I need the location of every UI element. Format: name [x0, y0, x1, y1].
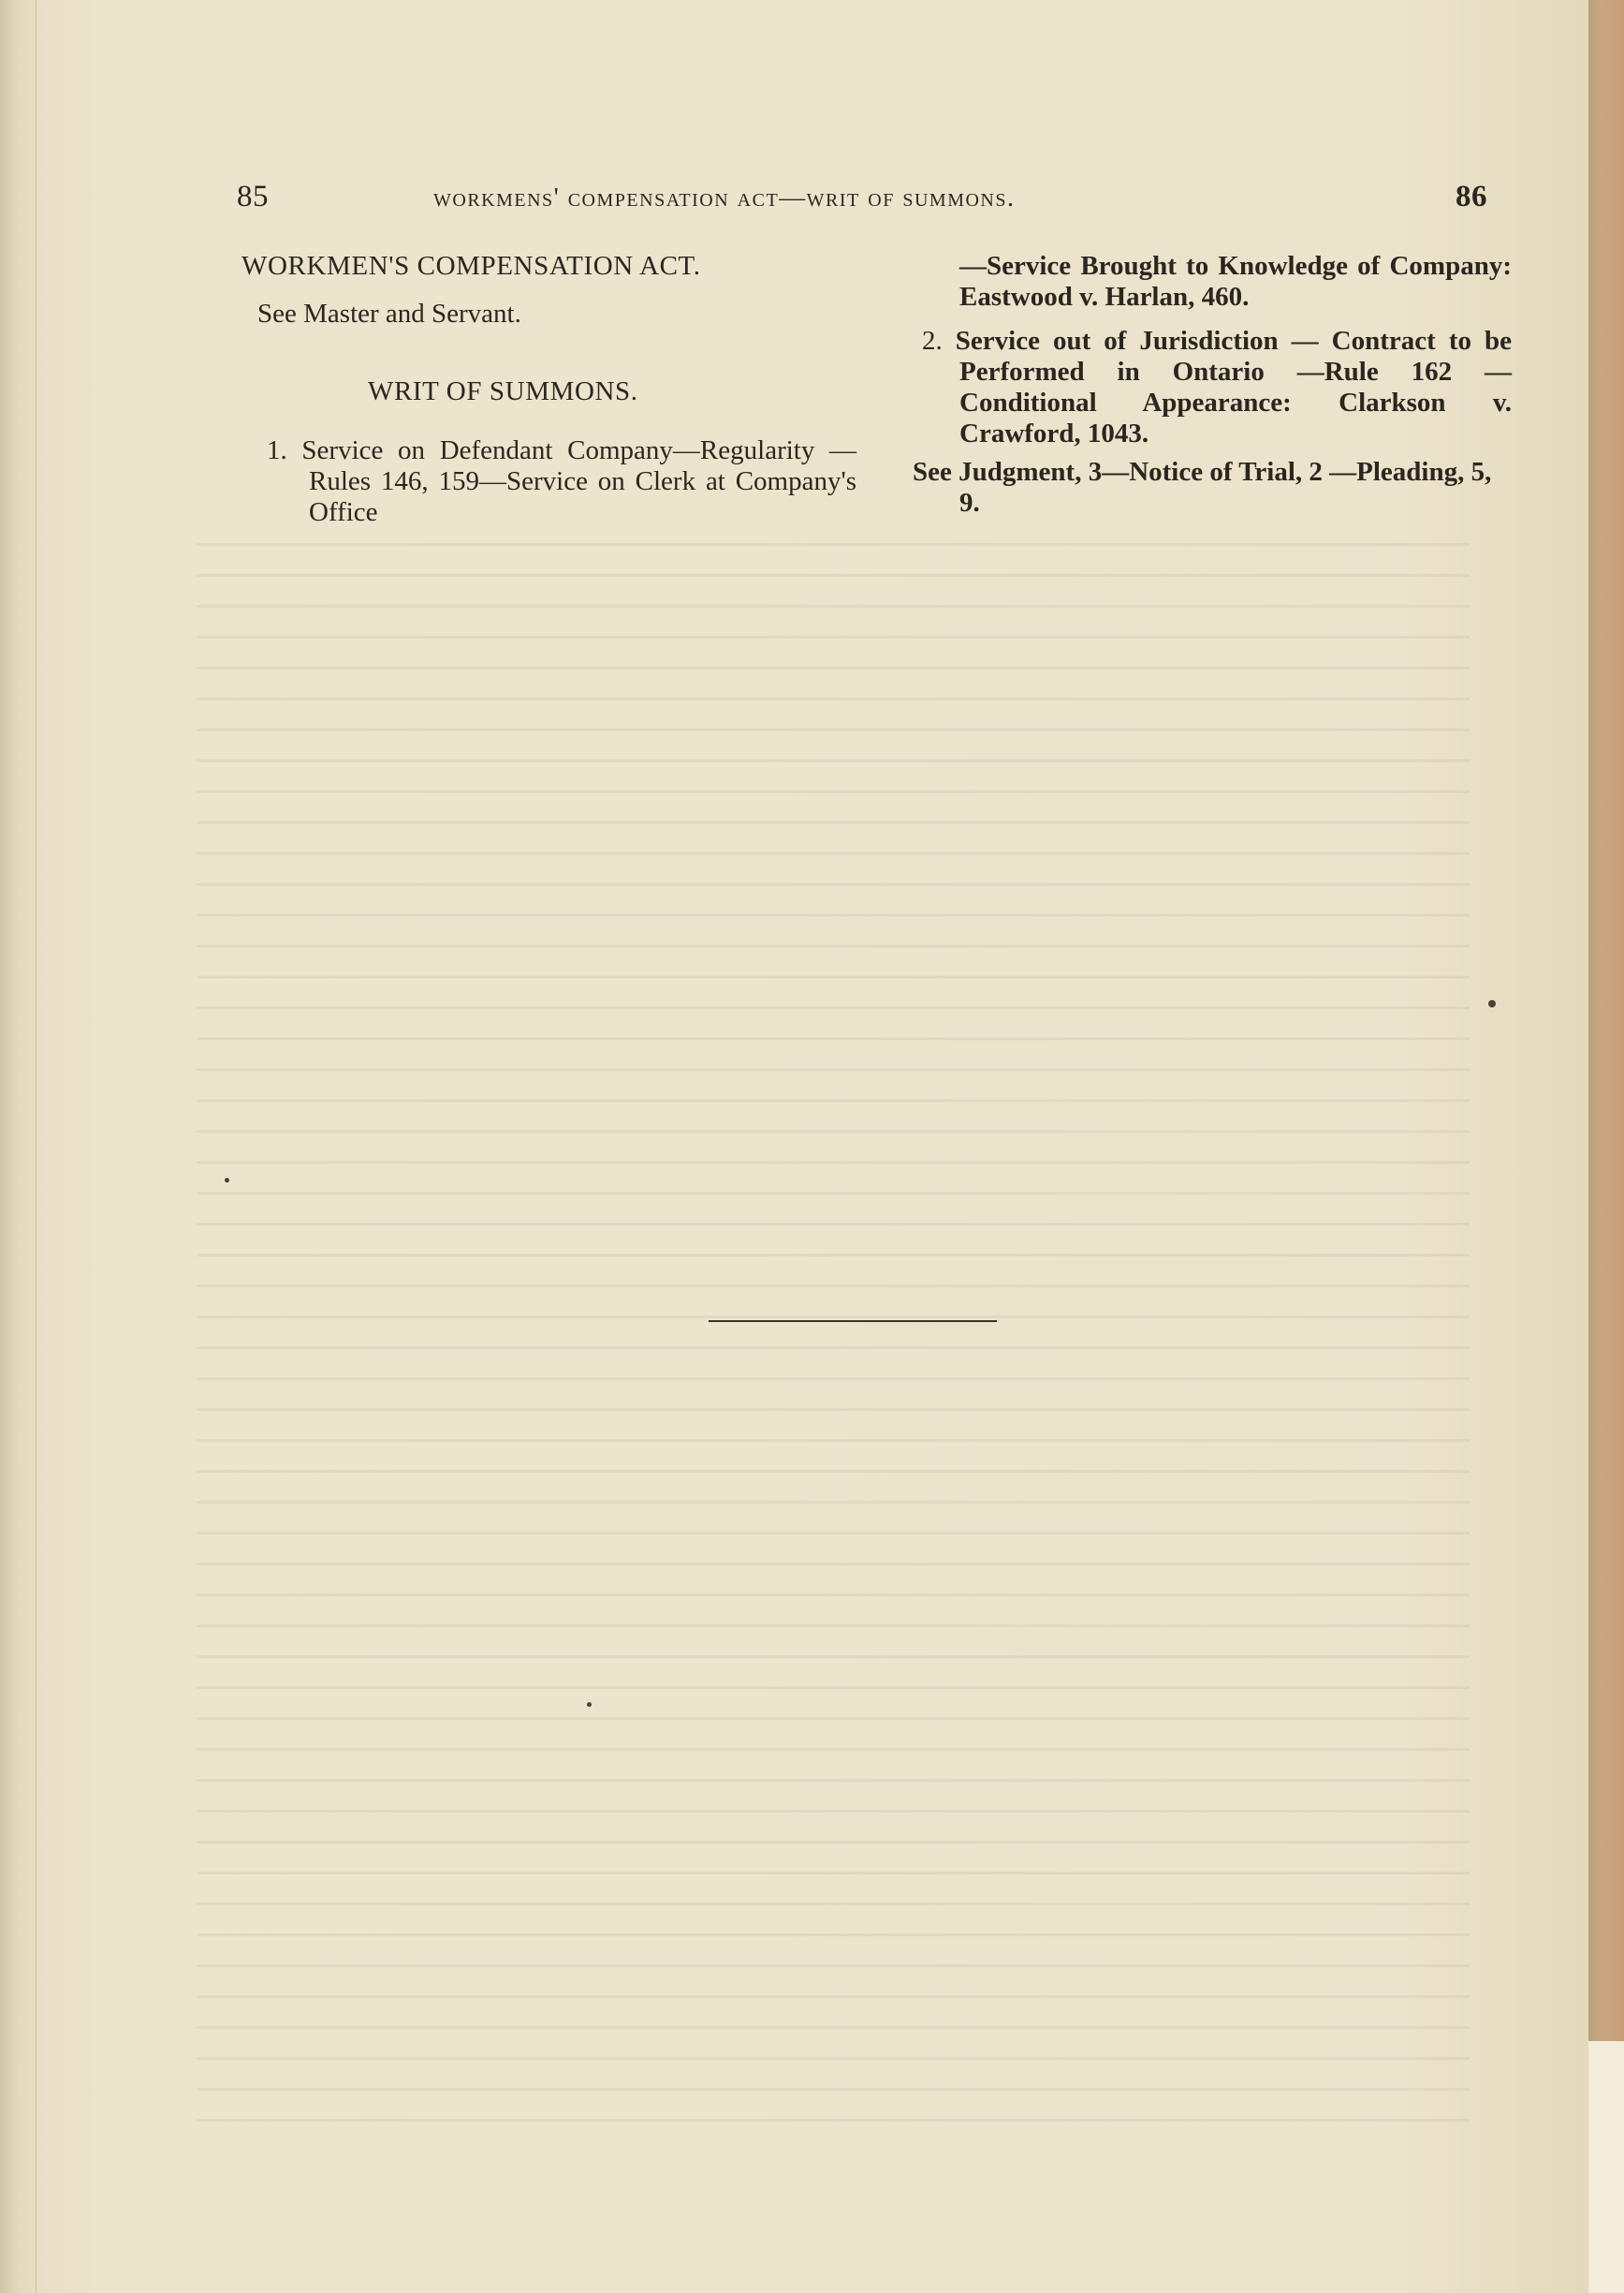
entry-1-text: Service on Defendant Company—Regularity — Rules 146, 159—Service on Clerk at Company's Office: [301, 435, 856, 527]
bleed-through-text: [197, 543, 1470, 2135]
ink-spot: [587, 1702, 592, 1707]
left-column: [239, 251, 856, 528]
entry-2: [894, 326, 1512, 449]
page-edge-bottom: [1588, 2041, 1624, 2293]
book-spine: [0, 0, 37, 2293]
running-title: workmens' compensation act—writ of summons.: [433, 184, 1016, 213]
right-column: [894, 251, 1512, 519]
ink-spot: [1488, 1000, 1496, 1007]
closing-rule: [709, 1320, 997, 1322]
entry-1-continued: —Service Brought to Knowledge of Company: Eastwood v. Harlan, 460.: [959, 251, 1512, 312]
ink-spot: [225, 1178, 229, 1183]
see-also-judgment: See Judgment, 3—Notice of Trial, 2 —Pleading, 5, 9.: [913, 457, 1492, 518]
entry-1-number: 1.: [267, 435, 287, 465]
see-also-master-servant: See Master and Servant.: [257, 299, 521, 329]
entry-2-number: 2.: [922, 326, 943, 356]
section-title-writ-of-summons: WRIT OF SUMMONS.: [368, 376, 638, 406]
right-page-number: 86: [1456, 180, 1487, 213]
page-edge: [1588, 0, 1624, 2041]
page-header: [0, 180, 1588, 217]
section-title-workmens-compensation: WORKMEN'S COMPENSATION ACT.: [241, 251, 701, 281]
entry-1: [239, 435, 856, 528]
entry-2-text: Service out of Jurisdiction — Contract to be Performed in Ontario —Rule 162 — Conditional Appearance: Clarkson v. Crawford, 1043.: [955, 326, 1512, 448]
left-page-number: 85: [237, 180, 269, 213]
